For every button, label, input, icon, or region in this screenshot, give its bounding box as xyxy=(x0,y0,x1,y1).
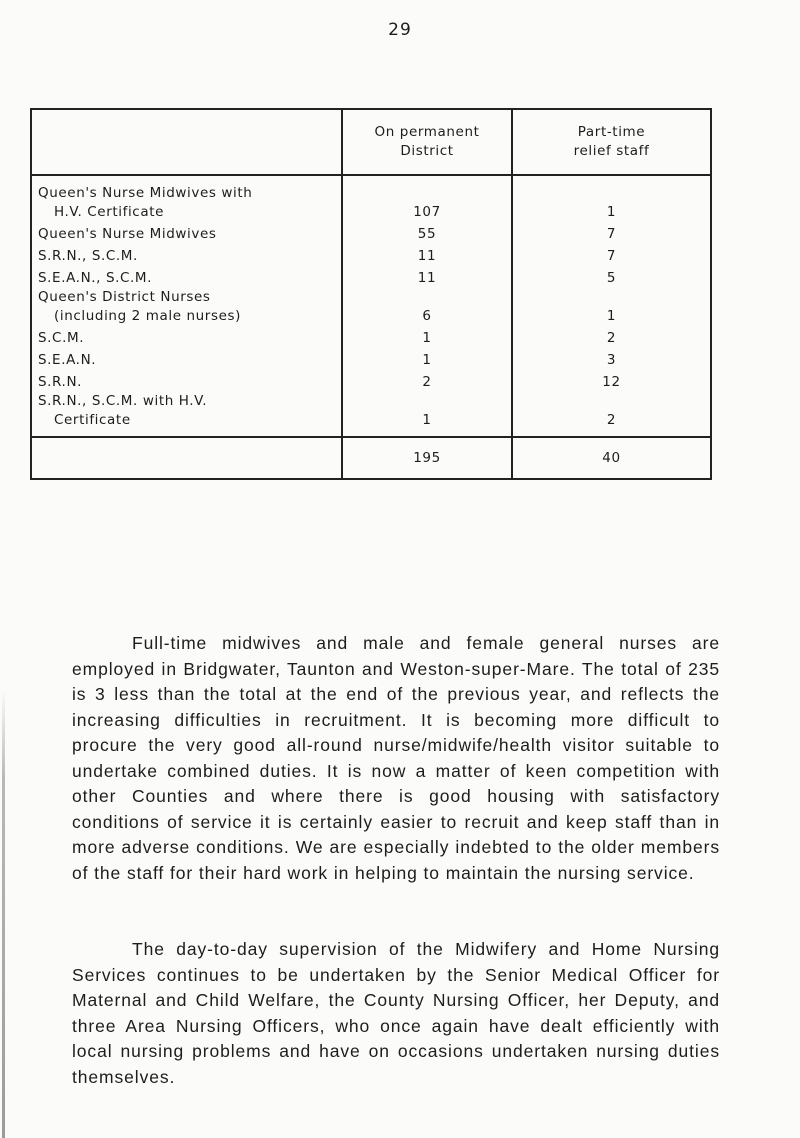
table-row xyxy=(31,370,711,392)
row-permanent-value: 2 xyxy=(342,370,512,392)
table-row xyxy=(31,244,711,266)
header-permanent xyxy=(342,109,512,175)
table-row xyxy=(31,266,711,288)
row-label xyxy=(31,266,342,288)
row-label-line: S.C.M. xyxy=(38,330,85,346)
scan-edge-shadow xyxy=(2,690,5,1138)
header-part-time-line-1: Part-time xyxy=(577,124,646,140)
row-permanent-value: 1 xyxy=(342,348,512,370)
row-label-line: H.V. Certificate xyxy=(54,204,165,220)
header-permanent-line-2: District xyxy=(400,143,454,159)
row-label-line: S.R.N., S.C.M. xyxy=(38,248,138,264)
page-number: 29 xyxy=(388,20,412,40)
row-part-time-value: 12 xyxy=(512,370,711,392)
staff-table xyxy=(30,108,712,480)
row-label-line: S.R.N. xyxy=(38,374,83,390)
row-part-time-value: 5 xyxy=(512,266,711,288)
header-part-time xyxy=(512,109,711,175)
table-row xyxy=(31,392,711,437)
table-body xyxy=(31,175,711,437)
row-label-line: Certificate xyxy=(54,412,131,428)
table-row xyxy=(31,348,711,370)
totals-row xyxy=(31,437,711,479)
row-label-line: Queen's District Nurses xyxy=(38,289,211,305)
row-label xyxy=(31,348,342,370)
row-part-time-value: 7 xyxy=(512,222,711,244)
row-part-time-value: 1 xyxy=(512,288,711,326)
row-label-line: (including 2 male nurses) xyxy=(54,308,241,324)
row-label-line: Queen's Nurse Midwives xyxy=(38,226,217,242)
row-label xyxy=(31,175,342,222)
row-label-line: S.E.A.N. xyxy=(38,352,97,368)
paragraph-supervision: The day-to-day supervision of the Midwifery and Home Nursing Services continues to be undertaken by the Senior Medical Officer for Maternal and Child Welfare, the County Nursing Officer, her Deputy, and three Area Nursing Officers, who once again have dealt efficiently with local nursing problems and have on occasions undertaken nursing duties themselves. xyxy=(72,939,720,1087)
table-header-row xyxy=(31,109,711,175)
row-part-time-value: 7 xyxy=(512,244,711,266)
row-label-line: S.E.A.N., S.C.M. xyxy=(38,270,153,286)
staff-table-container xyxy=(30,108,710,480)
row-permanent-value: 107 xyxy=(342,175,512,222)
row-permanent-value: 55 xyxy=(342,222,512,244)
table-row xyxy=(31,222,711,244)
row-label-line: Queen's Nurse Midwives with xyxy=(38,185,253,201)
totals-permanent: 195 xyxy=(342,437,512,479)
table-row xyxy=(31,288,711,326)
header-part-time-line-2: relief staff xyxy=(573,143,650,159)
row-permanent-value: 11 xyxy=(342,266,512,288)
row-label-line: S.R.N., S.C.M. with H.V. xyxy=(38,393,208,409)
paragraph-staffing: Full-time midwives and male and female general nurses are employed in Bridgwater, Taunton and Weston-super-Mare. The total of 235 is 3 less than the total at the end of the previous year, and reflects the increasing difficulties in recruitment. It is becoming more difficult to procure the very good all-round nurse/midwife/health visitor suitable to undertake combined duties. It is now a matter of keen competition with other Counties and where there is good housing with satisfactory conditions of service it is certainly easier to recruit and keep staff than in more adverse conditions. We are especially indebted to the older members of the staff for their hard work in helping to maintain the nursing service. xyxy=(72,633,720,883)
row-part-time-value: 2 xyxy=(512,392,711,437)
header-blank-cell xyxy=(31,109,342,175)
totals-part-time: 40 xyxy=(512,437,711,479)
table-row xyxy=(31,175,711,222)
row-part-time-value: 2 xyxy=(512,326,711,348)
totals-label xyxy=(31,437,342,479)
row-permanent-value: 1 xyxy=(342,392,512,437)
row-permanent-value: 1 xyxy=(342,326,512,348)
row-permanent-value: 11 xyxy=(342,244,512,266)
row-label xyxy=(31,244,342,266)
row-label xyxy=(31,288,342,326)
row-part-time-value: 1 xyxy=(512,175,711,222)
row-label xyxy=(31,222,342,244)
row-label xyxy=(31,326,342,348)
row-permanent-value: 6 xyxy=(342,288,512,326)
row-label xyxy=(31,370,342,392)
row-part-time-value: 3 xyxy=(512,348,711,370)
table-row xyxy=(31,326,711,348)
row-label xyxy=(31,392,342,437)
header-permanent-line-1: On permanent xyxy=(374,124,480,140)
